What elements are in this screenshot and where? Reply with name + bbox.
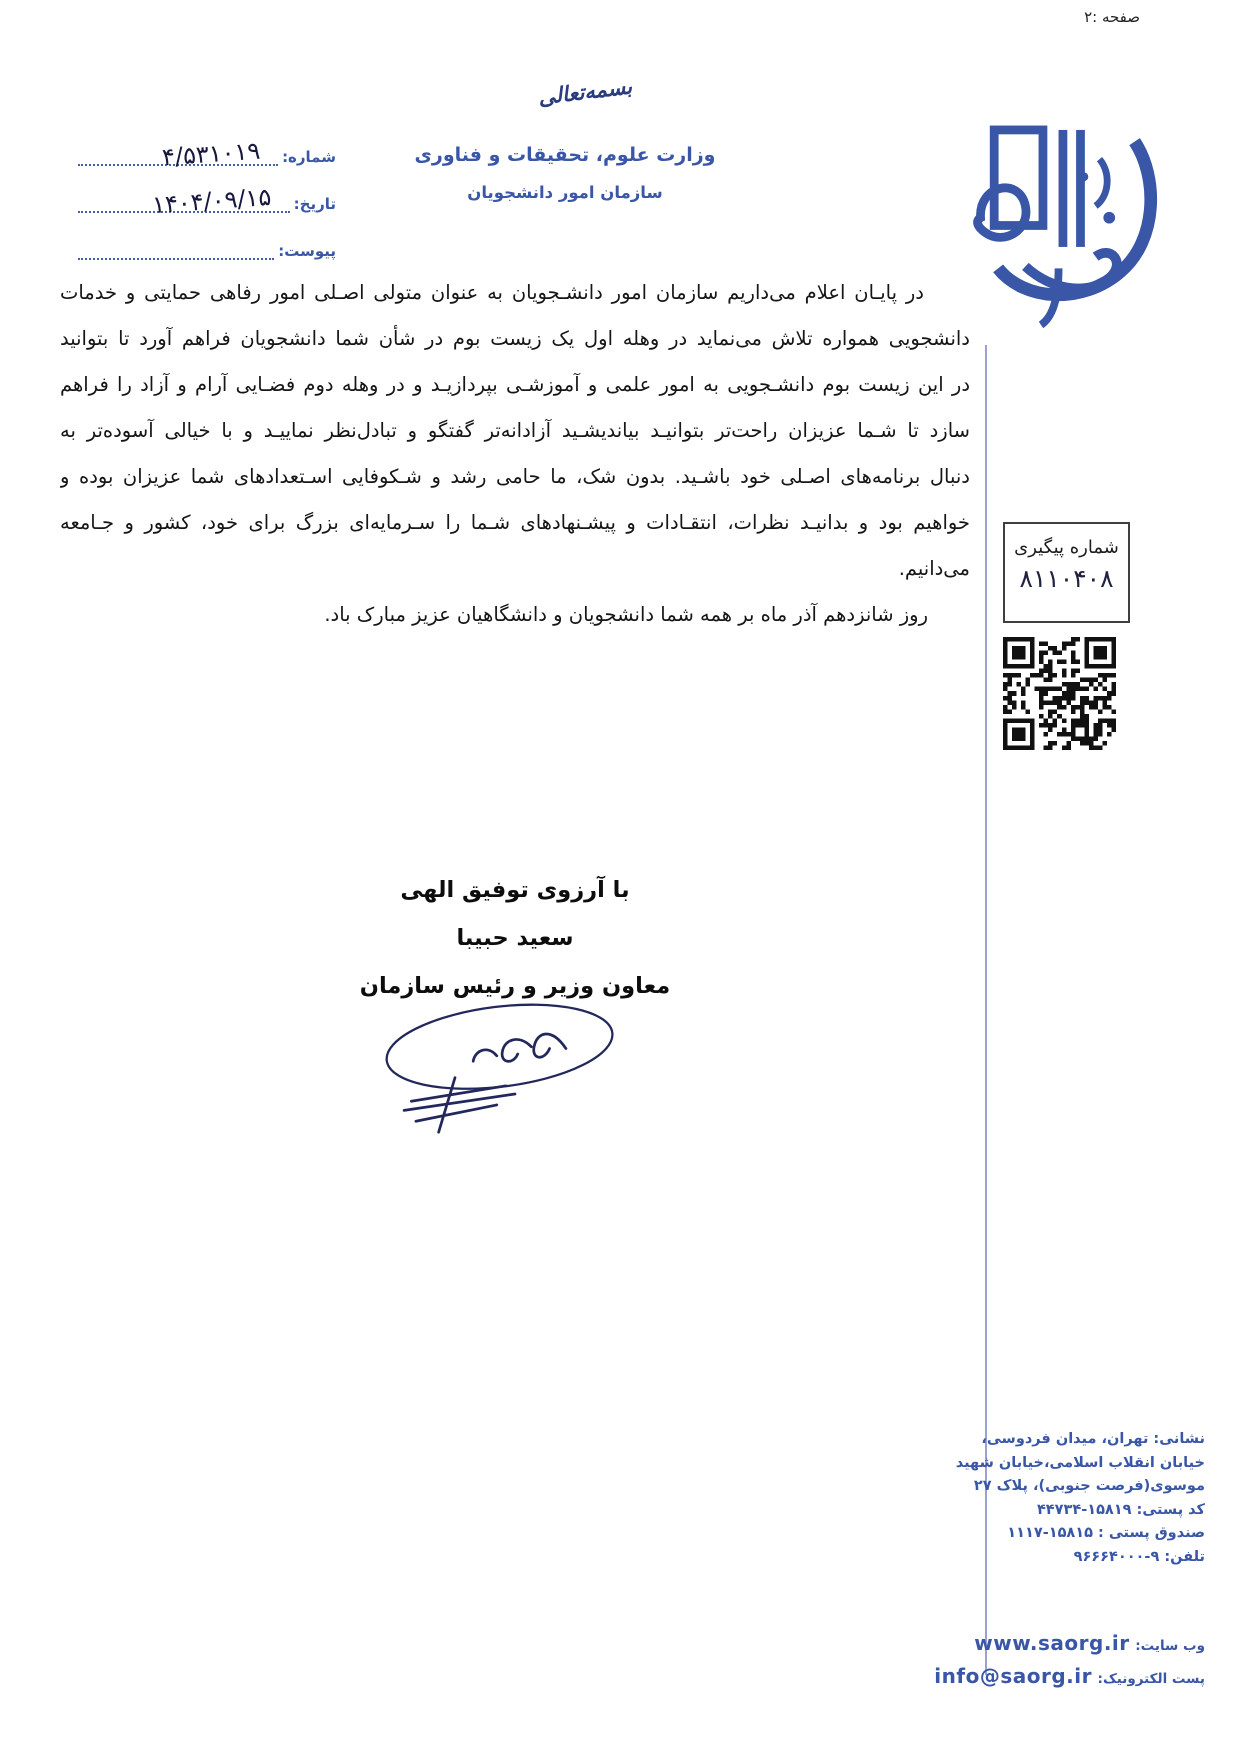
body-line: در پایـان اعلام می‌داریم سازمان امور دانشـجویان به عنوان متولی اصـلی امور رفاهی حمایتی و خدمات <box>60 281 924 304</box>
signatory-name: سعید حبیبا <box>456 925 574 951</box>
organization-title: سازمان امور دانشجویان <box>467 183 663 202</box>
letter-date-label: تاریخ: <box>293 195 336 213</box>
body-line: می‌دانیم. <box>898 557 970 580</box>
letter-number-field <box>78 126 336 172</box>
ministry-title: وزارت علوم، تحقیقات و فناوری <box>414 144 716 166</box>
body-closing-line: روز شانزدهم آذر ماه بر همه شما دانشجویان و دانشگاهیان عزیز مبارک باد. <box>324 603 928 626</box>
tracking-number-value: ۸۱۱۰۴۰۸ <box>1019 564 1114 593</box>
website-row <box>905 1628 1205 1661</box>
signature-salutation: با آرزوی توفیق الهی <box>400 877 630 903</box>
page-number: صفحه :۲ <box>1084 8 1140 26</box>
bismillah-calligraphy: بسمه‌تعالی <box>536 74 634 110</box>
letter-number-dotted-line <box>78 136 278 172</box>
address-line: خیابان انقلاب اسلامی،خیابان شهید <box>955 1454 1205 1471</box>
saorg-logo <box>963 120 1158 330</box>
email-label: پست الکترونیک: <box>1097 1671 1205 1687</box>
footer-address <box>955 1428 1205 1569</box>
letter-body <box>60 270 970 638</box>
po-box-line: صندوق پستی : ۱۵۸۱۵-۱۱۱۷ <box>1007 1525 1205 1541</box>
body-line: دنبال برنامه‌های اصـلی خود باشـید. بدون شک، ما حامی رشد و شـکوفایی اسـتعدادهای شما عزیزان بوده و <box>60 465 970 488</box>
letter-attachment-label: پیوست: <box>278 242 336 260</box>
letter-date-value: ۱۴۰۴/۰۹/۱۵ <box>151 182 273 220</box>
email-row <box>905 1661 1205 1694</box>
tracking-number-box <box>1003 522 1130 623</box>
phone-line: تلفن: ۹-۹۶۶۶۴۰۰۰ <box>1073 1548 1205 1565</box>
letter-attachment-dotted-line <box>78 236 274 260</box>
address-line: موسوی(فرصت جنوبی)، پلاک ۲۷ <box>973 1478 1205 1494</box>
website-label: وب سایت: <box>1135 1638 1205 1654</box>
handwritten-signature <box>355 994 635 1144</box>
letter-number-value: ۴/۵۳۱۰۱۹ <box>160 136 261 172</box>
footer-web-block <box>905 1628 1205 1694</box>
address-line: نشانی: تهران، میدان فردوسی، <box>981 1431 1205 1447</box>
qr-code <box>1003 637 1116 750</box>
body-line: در این زیست بوم دانشـجویی به امور علمی و آموزشـی بپردازیـد و در وهله دوم فضـایی آرام و آزاد را فراهم <box>60 373 970 396</box>
email-address: info@saorg.ir <box>934 1664 1092 1688</box>
signatory-title: معاون وزیر و رئیس سازمان <box>359 973 671 999</box>
tracking-number-label: شماره پیگیری <box>1014 537 1119 558</box>
letter-attachment-field <box>78 220 336 260</box>
body-line: سازد تا شـما عزیزان راحت‌تر بتوانیـد بیاندیشـید آزادانه‌تر گفتگو و تبادل‌نظر نماییـد و با خیالی آسوده‌تر به <box>60 419 970 442</box>
letter-date-dotted-line <box>78 182 290 220</box>
postal-code-line: کد پستی: ۱۵۸۱۹-۴۴۷۳۴ <box>1036 1501 1205 1518</box>
letter-date-field <box>78 173 336 220</box>
letter-meta-fields <box>78 126 336 267</box>
body-line: دانشجویی همواره تلاش می‌نماید در وهله اول یک زیست بوم در شأن شما دانشجویان فراهم آورد تا بتوانید <box>60 327 970 350</box>
body-line: خواهیم بود و بدانیـد نظرات، انتقـادات و پیشـنهادهای شـما را سـرمایه‌ای بزرگ برای خود، کشور و جـامعه <box>60 511 970 534</box>
letter-number-label: شماره: <box>282 148 336 166</box>
website-url: www.saorg.ir <box>974 1631 1130 1655</box>
signature-block <box>330 866 700 1010</box>
